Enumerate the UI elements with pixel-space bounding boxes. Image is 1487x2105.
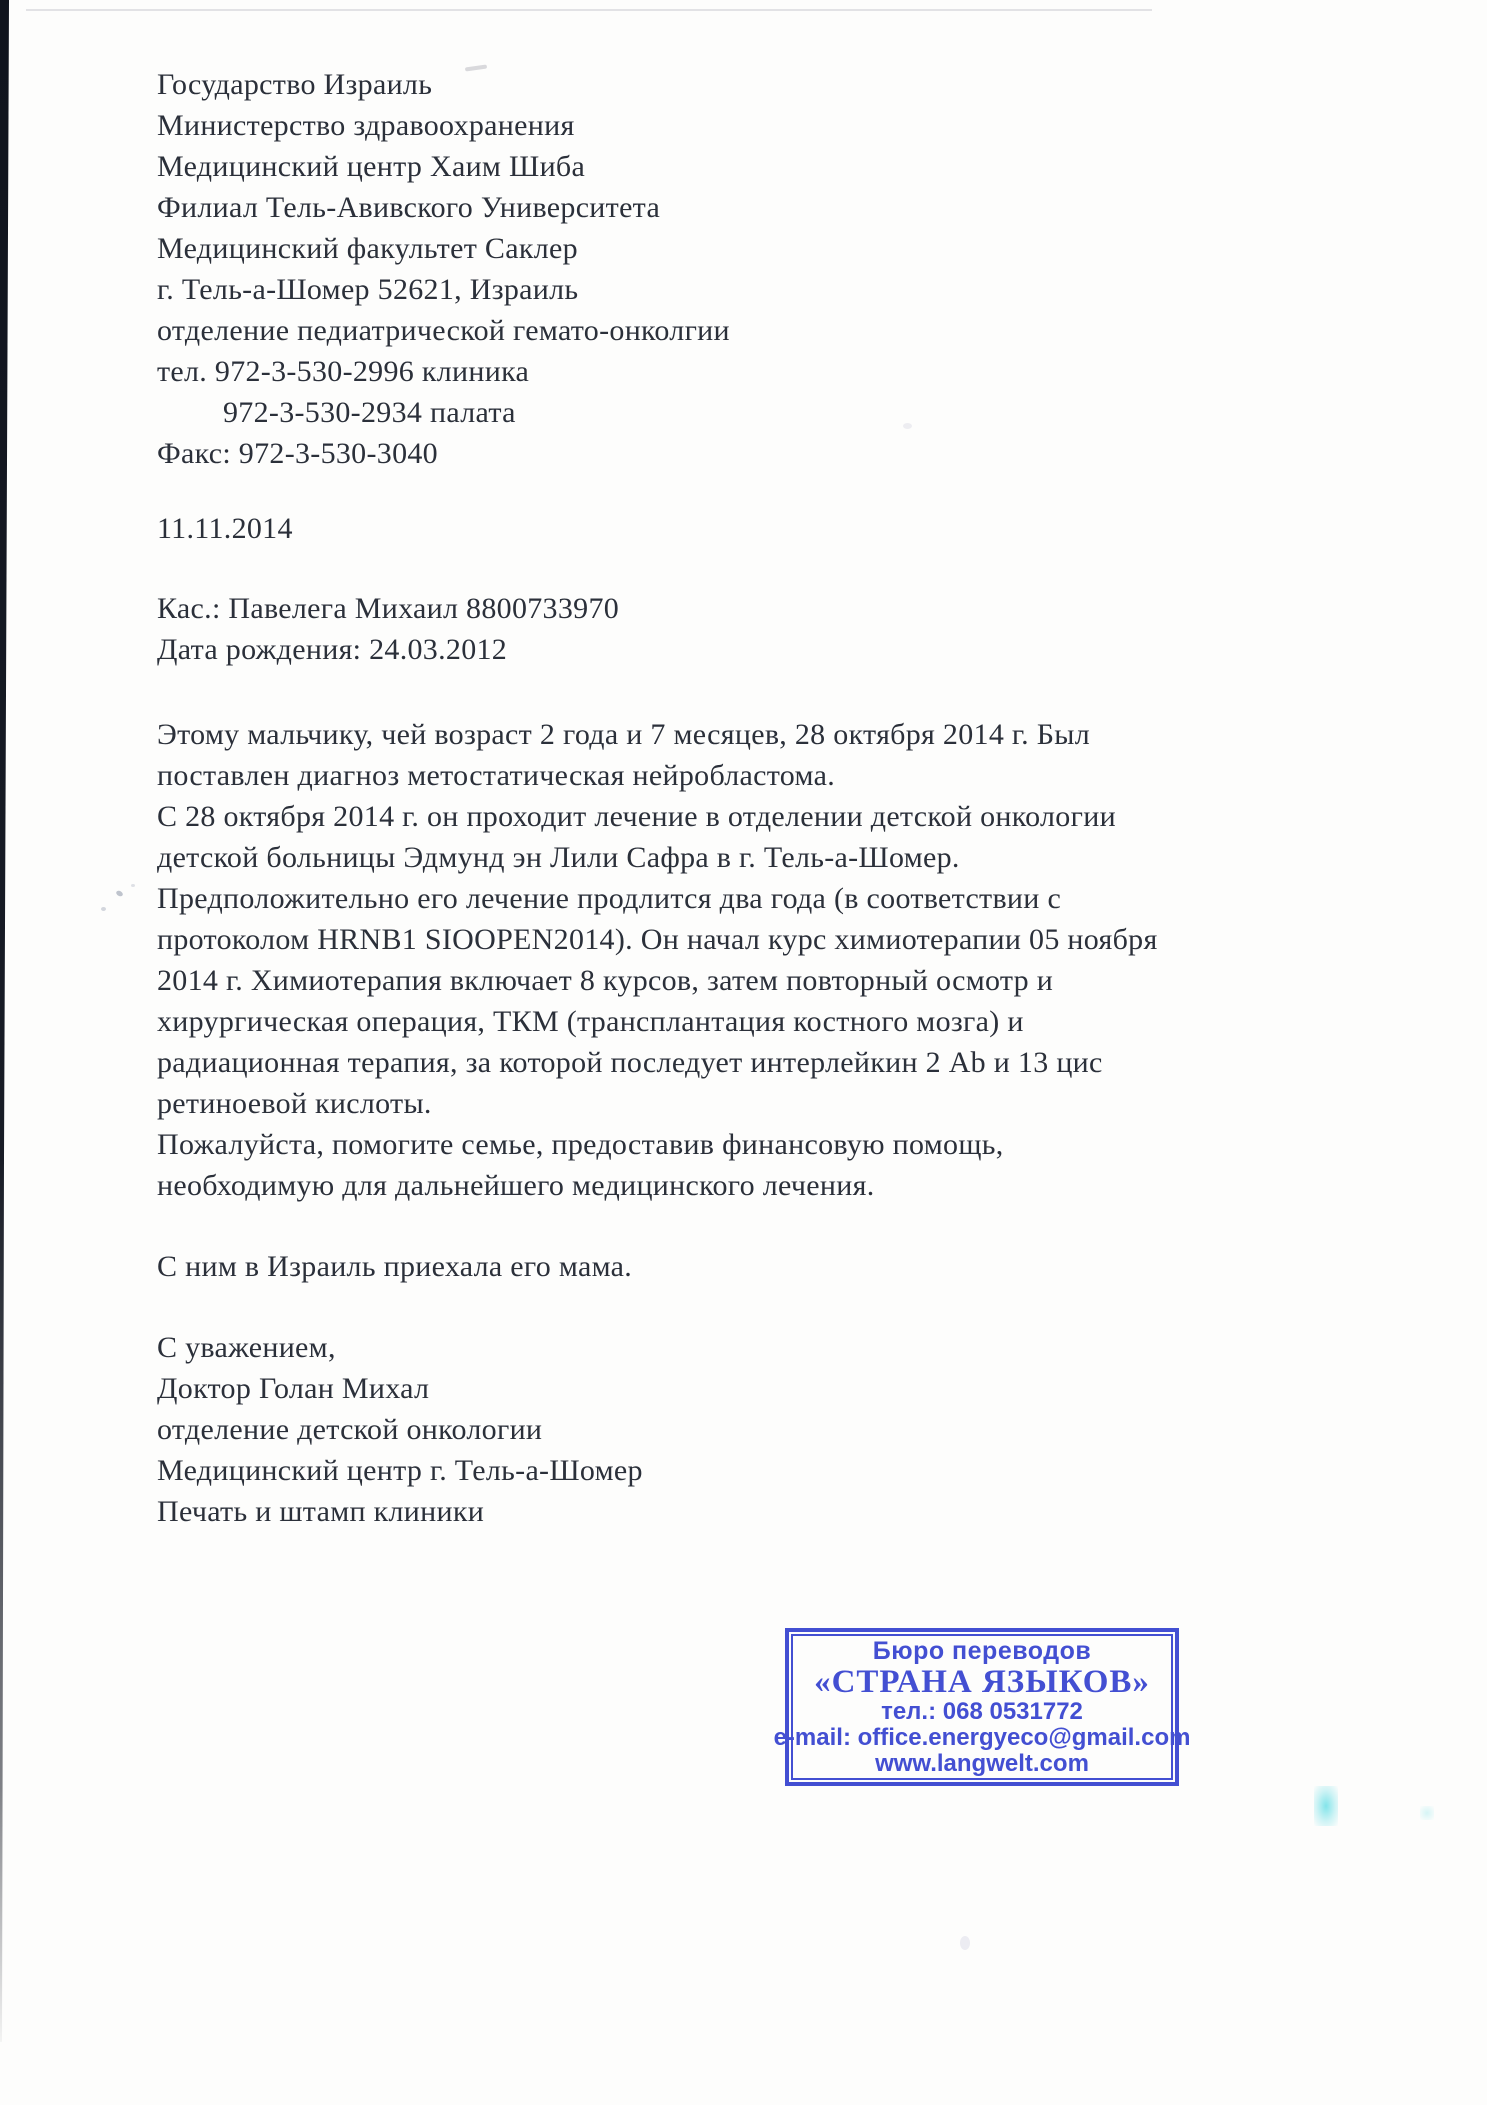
- stamp-inner-frame: [773, 1634, 1191, 1780]
- body-line: необходимую для дальнейшего медицинского лечения.: [157, 1169, 875, 1202]
- body-line: С 28 октября 2014 г. он проходит лечение в отделении детской онкологии: [157, 800, 1116, 833]
- signature-department: отделение детской онкологии: [157, 1413, 543, 1446]
- stamp-website: www.langwelt.com: [875, 1750, 1089, 1777]
- letterhead-line-address: г. Тель-а-Шомер 52621, Израиль: [157, 273, 579, 306]
- subject-birthdate-line: Дата рождения: 24.03.2012: [157, 633, 508, 666]
- scan-artifact-dot: [101, 907, 106, 911]
- signature-closing: С уважением,: [157, 1331, 336, 1364]
- scan-artifact-cyan-smudge: [1314, 1786, 1338, 1826]
- body-line: Этому мальчику, чей возраст 2 года и 7 месяцев, 28 октября 2014 г. Был: [157, 718, 1091, 751]
- note-line: С ним в Израиль приехала его мама.: [157, 1250, 633, 1283]
- letterhead-line-phone-ward: 972-3-530-2934 палата: [223, 396, 516, 429]
- letterhead-line-department: отделение педиатрической гемато-онколгии: [157, 314, 730, 347]
- letterhead-line-center: Медицинский центр Хаим Шиба: [157, 150, 586, 183]
- signature-stamp-note: Печать и штамп клиники: [157, 1495, 485, 1528]
- signature-doctor-name: Доктор Голан Михал: [157, 1372, 430, 1405]
- letterhead-line-ministry: Министерство здравоохранения: [157, 109, 575, 142]
- stamp-email: e-mail: office.energyeco@gmail.com: [773, 1724, 1191, 1751]
- letter-content: [157, 0, 1277, 1532]
- translation-bureau-stamp: [773, 1628, 1191, 1786]
- body-line: протоколом HRNB1 SIOOPEN2014). Он начал курс химиотерапии 05 ноября: [157, 923, 1158, 956]
- body-line: хирургическая операция, ТКМ (трансплантация костного мозга) и: [157, 1005, 1024, 1038]
- letterhead-line-fax: Факс: 972-3-530-3040: [157, 437, 438, 470]
- signature-medical-center: Медицинский центр г. Тель-а-Шомер: [157, 1454, 643, 1487]
- letterhead-line-country: Государство Израиль: [157, 68, 433, 101]
- scan-artifact-speck: [960, 1936, 970, 1950]
- letterhead: [157, 64, 1277, 474]
- body-line: 2014 г. Химиотерапия включает 8 курсов, затем повторный осмотр и: [157, 964, 1054, 997]
- body-line: поставлен диагноз метостатическая нейробластома.: [157, 759, 836, 792]
- body-line: ретиноевой кислоты.: [157, 1087, 432, 1120]
- letter-date: 11.11.2014: [157, 512, 293, 545]
- scan-artifact-cyan-smudge: [1420, 1806, 1434, 1820]
- body-line: Пожалуйста, помогите семье, предоставив финансовую помощь,: [157, 1128, 1004, 1161]
- subject-patient-line: Кас.: Павелега Михаил 8800733970: [157, 592, 620, 625]
- signature-block: [157, 1327, 1277, 1532]
- letterhead-line-phone-clinic: тел. 972-3-530-2996 клиника: [157, 355, 530, 388]
- subject-block: [157, 588, 1277, 670]
- letter-body: [157, 714, 1277, 1206]
- stamp-phone: тел.: 068 0531772: [881, 1698, 1083, 1725]
- scan-edge-left: [0, 0, 9, 2105]
- scan-artifact-dot: [131, 884, 135, 887]
- body-line: детской больницы Эдмунд эн Лили Сафра в г. Тель-а-Шомер.: [157, 841, 960, 874]
- letterhead-line-faculty: Медицинский факультет Саклер: [157, 232, 578, 265]
- stamp-agency-name: «СТРАНА ЯЗЫКОВ»: [814, 1664, 1150, 1700]
- body-line: радиационная терапия, за которой последует интерлейкин 2 Ab и 13 цис: [157, 1046, 1103, 1079]
- letterhead-line-affiliation: Филиал Тель-Авивского Университета: [157, 191, 661, 224]
- body-line: Предположительно его лечение продлится два года (в соответствии с: [157, 882, 1062, 915]
- scan-artifact-dot: [115, 890, 124, 898]
- stamp-agency-type: Бюро переводов: [872, 1637, 1092, 1665]
